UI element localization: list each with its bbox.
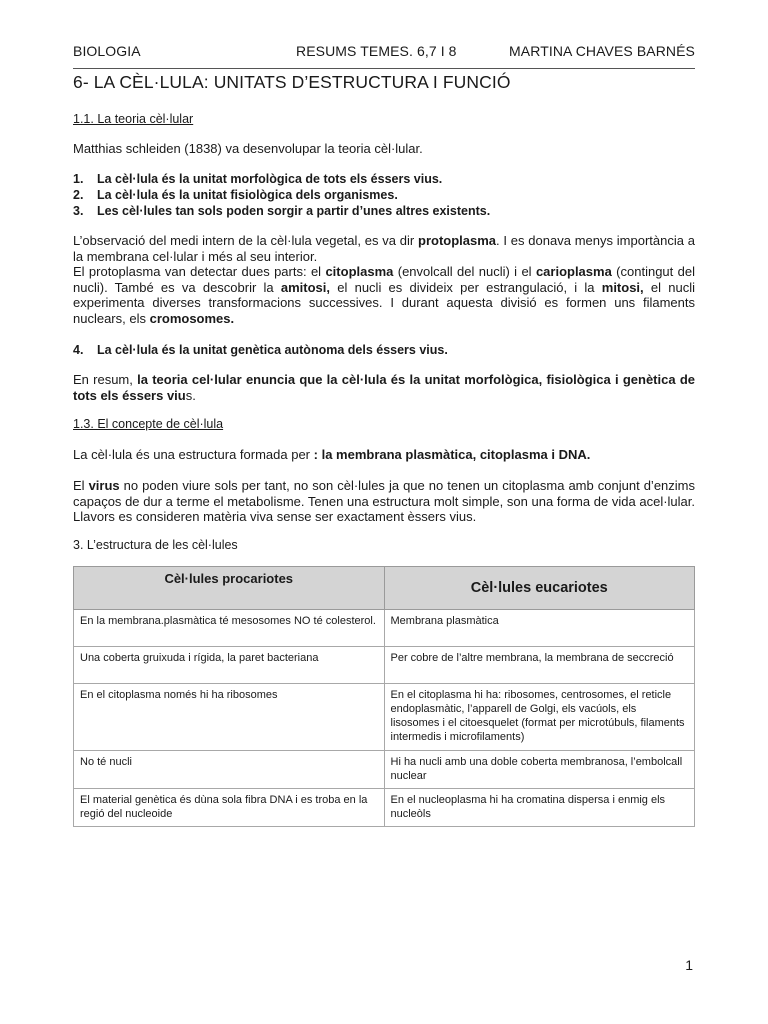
page-number: 1 [685,957,693,973]
section-heading-cell-concept: 1.3. El concepte de cèl·lula [73,417,224,431]
section-heading-cell-structure: 3. L’estructura de les cèl·lules [73,538,238,552]
table-row [74,684,695,751]
table-header-row [74,567,695,610]
table-cell: En el nucleoplasma hi ha cromatina dispersa i enmig els nucleòls [384,789,695,827]
table-cell: En la membrana.plasmàtica té mesosomes NO té colesterol. [74,610,385,647]
page-title: 6- LA CÈL·LULA: UNITATS D’ESTRUCTURA I FUNCIÓ [73,72,511,92]
table-row [74,789,695,827]
cell-theory-intro: Matthias schleiden (1838) va desenvolupar la teoria cèl·lular. [73,141,423,156]
list-item: 2. La cèl·lula és la unitat fisiològica dels organismes. [73,188,398,202]
table-row [74,647,695,684]
list-item: 1. La cèl·lula és la unitat morfològica de tots els éssers vius. [73,172,443,186]
table-cell: En el citoplasma només hi ha ribosomes [74,684,385,751]
table-row [74,751,695,789]
protoplasm-paragraph: L’observació del medi intern de la cèl·lula vegetal, es va dir protoplasma. I es donava menys importància a la membrana cel·lular i més al seu interior. [73,233,695,264]
list-item: 4. La cèl·lula és la unitat genètica autònoma dels éssers vius. [73,343,448,357]
table-cell: Hi ha nucli amb una doble coberta membranosa, l’embolcall nuclear [384,751,695,789]
table-cell: Per cobre de l’altre membrana, la membrana de seccreció [384,647,695,684]
table-cell: El material genètica és dùna sola fibra DNA i es troba en la regió del nucleoide [74,789,385,827]
section-heading-cell-theory: 1.1. La teoria cèl·lular [73,112,194,126]
table-cell: Una coberta gruixuda i rígida, la paret bacteriana [74,647,385,684]
table-cell: Membrana plasmàtica [384,610,695,647]
table-cell: En el citoplasma hi ha: ribosomes, centrosomes, el reticle endoplasmàtic, l’apparell de Golgi, els vacúols, els lisosomes i el citoesquelet (format per microtúbuls, filaments intermedis i microfilaments) [384,684,695,751]
header-subject: BIOLOGIA [73,43,141,59]
header-topic: RESUMS TEMES. 6,7 I 8 [296,43,457,59]
cell-theory-list-continued [73,342,695,358]
cell-comparison-table [73,566,695,827]
page-header [73,41,695,65]
cell-definition-paragraph: La cèl·lula és una estructura formada per : la membrana plasmàtica, citoplasma i DNA. [73,447,591,462]
protoplasm-parts-paragraph: El protoplasma van detectar dues parts: el citoplasma (envolcall del nucli) i el carioplasma (contingut del nucli). També es va descobrir la amitosi, el nucli es divideix per estrangulació, i la mitosi, el nucli experimenta diverses transformacions successives. I durant aquesta divisió es formen uns filaments nuclears, els cromosomes. [73,264,695,326]
header-author: MARTINA CHAVES BARNÉS [509,43,695,59]
table-cell: No té nucli [74,751,385,789]
header-rule [73,68,695,69]
column-header-prokaryotes: Cèl·lules procariotes [74,567,385,610]
summary-paragraph: En resum, la teoria cel·lular enuncia que la cèl·lula és la unitat morfològica, fisiològica i genètica de tots els éssers vius. [73,372,695,403]
list-item: 3. Les cèl·lules tan sols poden sorgir a partir d’unes altres existents. [73,204,491,218]
column-header-eukaryotes: Cèl·lules eucariotes [384,567,695,610]
table-row [74,610,695,647]
virus-paragraph: El virus no poden viure sols per tant, no son cèl·lules ja que no tenen un citoplasma amb conjunt d’enzims capaços de dur a terme el metabolisme. Tenen una estructura molt simple, son una forma de vida acel·lular. Llavors es consideren matèria viva sense ser exactament èssers vius. [73,478,695,524]
cell-theory-list [73,171,695,219]
